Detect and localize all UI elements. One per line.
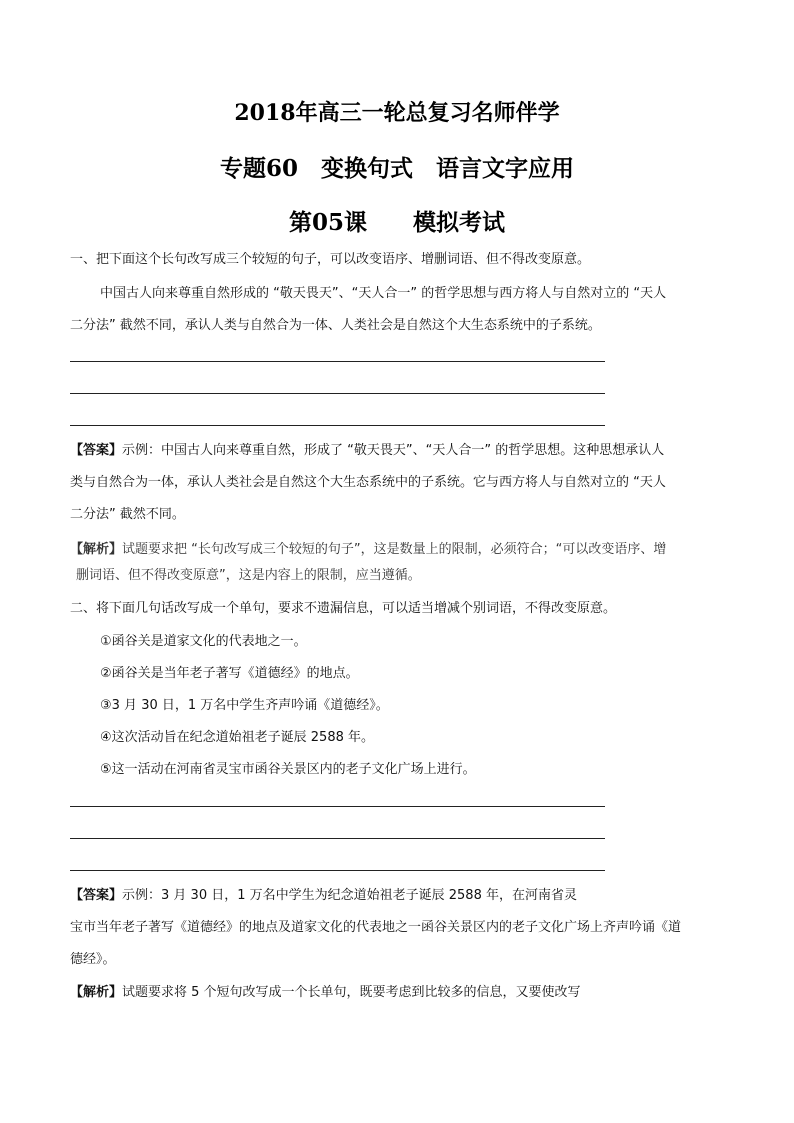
q2-item: ③3 月 30 日，1 万名中学生齐声吟诵《道德经》。: [100, 698, 389, 713]
answer-label: 【答案】: [70, 443, 123, 458]
analysis-label: 【解析】: [70, 542, 123, 557]
document-title: 2018年高三一轮总复习名师伴学: [234, 100, 560, 126]
q1-analysis-line: 删词语、但不得改变原意”，这是内容上的限制，应当遵循。: [76, 568, 421, 583]
q2-prompt: 二、将下面几句话改写成一个单句，要求不遗漏信息，可以适当增减个别词语，不得改变原意。: [70, 601, 617, 616]
q2-answer-line: 德经》。: [70, 952, 116, 967]
q2-item: ①函谷关是道家文化的代表地之一。: [100, 634, 307, 649]
q1-text-line: 二分法” 截然不同，承认人类与自然合为一体、人类社会是自然这个大生态系统中的子系统。: [70, 318, 601, 333]
q2-item: ⑤这一活动在河南省灵宝市函谷关景区内的老子文化广场上进行。: [100, 762, 476, 777]
analysis-label: 【解析】: [70, 985, 123, 1000]
analysis-text: 试题要求把 “长句改写成三个较短的句子”，这是数量上的限制，必须符合；“可以改变语序、增: [122, 542, 667, 557]
answer-blank-line[interactable]: [70, 838, 605, 839]
answer-blank-line[interactable]: [70, 393, 605, 394]
answer-blank-line[interactable]: [70, 806, 605, 807]
q1-answer-line: 类与自然合为一体，承认人类社会是自然这个大生态系统中的子系统。它与西方将人与自然对立的 “天人: [70, 475, 666, 490]
q2-item: ②函谷关是当年老子著写《道德经》的地点。: [100, 666, 359, 681]
q2-item: ④这次活动旨在纪念道始祖老子诞辰 2588 年。: [100, 730, 375, 745]
q2-answer-line: [70, 888, 577, 904]
q1-analysis-line: [70, 542, 666, 558]
answer-blank-line[interactable]: [70, 870, 605, 871]
q1-answer-line: 二分法” 截然不同。: [70, 507, 185, 522]
q1-answer-line: [70, 443, 664, 459]
answer-text: 示例：3 月 30 日，1 万名中学生为纪念道始祖老子诞辰 2588 年，在河南省灵: [122, 888, 577, 903]
answer-blank-line[interactable]: [70, 361, 605, 362]
analysis-text: 试题要求将 5 个短句改写成一个长单句，既要考虑到比较多的信息，又要使改写: [122, 985, 581, 1000]
q1-prompt: 一、把下面这个长句改写成三个较短的句子，可以改变语序、增删词语、但不得改变原意。: [70, 252, 591, 267]
topic-title: 专题60 变换句式 语言文字应用: [219, 155, 574, 182]
lesson-title: 第05课 模拟考试: [288, 209, 505, 236]
q1-text-line: 中国古人向来尊重自然形成的 “敬天畏天”、“天人合一” 的哲学思想与西方将人与自然对立的 “天人: [100, 286, 667, 301]
answer-blank-line[interactable]: [70, 425, 605, 426]
answer-label: 【答案】: [70, 888, 123, 903]
q2-answer-line: 宝市当年老子著写《道德经》的地点及道家文化的代表地之一函谷关景区内的老子文化广场上齐声吟诵《道: [70, 920, 682, 935]
answer-text: 示例：中国古人向来尊重自然，形成了 “敬天畏天”、“天人合一” 的哲学思想。这种思想承认人: [122, 443, 665, 458]
q2-analysis-line: [70, 985, 581, 1001]
